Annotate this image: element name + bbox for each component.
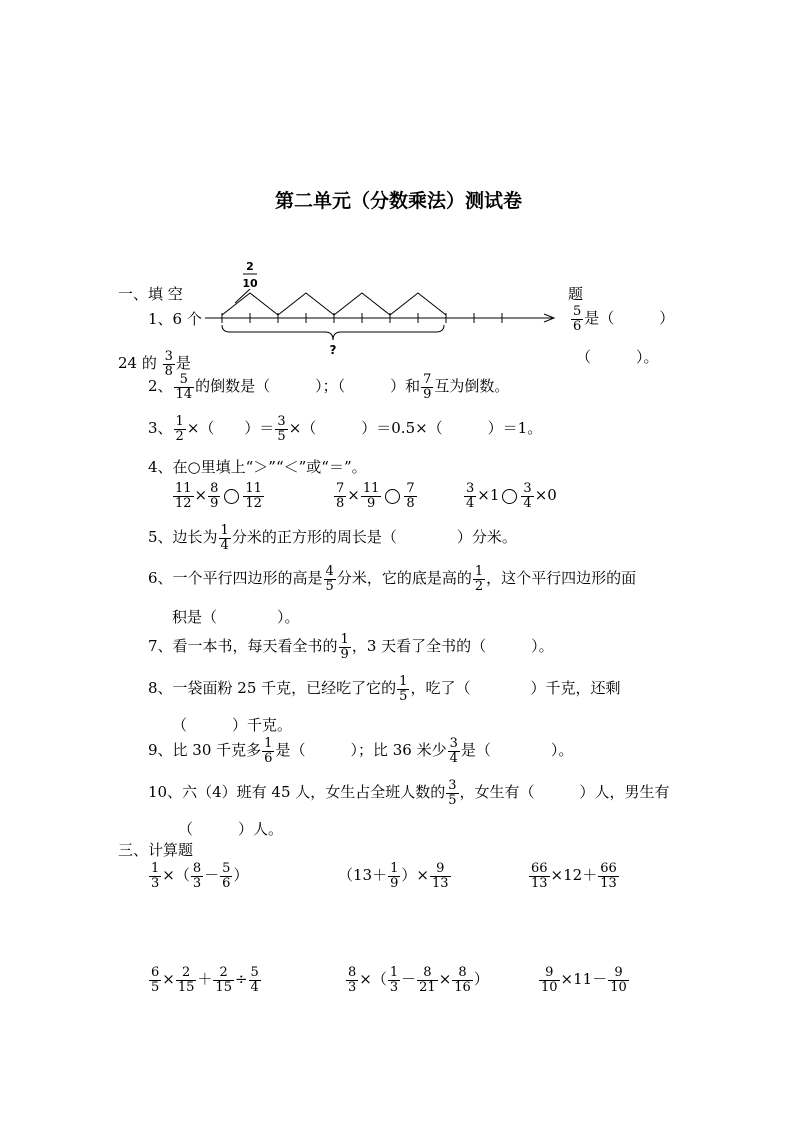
calc-6: $\frac{9}{10}$ ×11－ $\frac{9}{10}$: [541, 965, 627, 995]
q3-fraction-3-5: $\frac{3}{5}$: [277, 414, 286, 444]
q1-fraction-5-6: $\frac{5}{6}$: [573, 304, 582, 334]
q2-line: 2、 $\frac{5}{14}$ 的倒数是（ ）；（ ）和 $\frac{7}{9}$ 互为倒数。: [148, 372, 510, 402]
segment-arcs: [222, 293, 446, 315]
q9-fraction-3-4: $\frac{3}{4}$: [449, 736, 458, 766]
section-heading-tail: 题: [568, 285, 584, 303]
q7-fraction-1-9: $\frac{1}{9}$: [340, 632, 349, 662]
bottom-brace: [222, 325, 444, 340]
calc-5: $\frac{8}{3}$ ×（ $\frac{1}{3}$ － $\frac{8}{21}$ × $\frac{8}{16}$ ）: [348, 965, 489, 995]
q6-fraction-4-5: $\frac{4}{5}$: [325, 564, 334, 594]
q6-line2: 积是（ ）。: [172, 608, 300, 626]
q4-compare-3: $\frac{3}{4}$ ×1 $\frac{3}{4}$ ×0: [466, 481, 557, 511]
q10-line2: （ ）人。: [178, 820, 284, 838]
diagram-top-den: 10: [242, 277, 258, 290]
compare-circle[interactable]: [224, 489, 239, 504]
diagram-question-mark: ?: [329, 343, 337, 357]
section-calc-heading: 三、计算题: [118, 841, 194, 859]
q6-line: 6、一个平行四边形的高是 $\frac{4}{5}$ 分米，它的底是高的 $\frac{1}{2}$ ，这个平行四边形的面: [148, 564, 637, 594]
calc-2: （13＋ $\frac{1}{9}$ ）× $\frac{9}{13}$: [338, 861, 449, 891]
q1-blank-a: 是（ ）: [584, 309, 675, 328]
q1-fraction-3-8: $\frac{3}{8}$: [164, 349, 173, 379]
q6-fraction-1-2: $\frac{1}{2}$: [474, 564, 484, 594]
q10-fraction-3-5: $\frac{3}{5}$: [448, 778, 457, 808]
q9-fraction-1-6: $\frac{1}{6}$: [264, 736, 273, 766]
q5-fraction-1-4: $\frac{1}{4}$: [220, 523, 229, 553]
q1-blank-b: （ ）。: [576, 348, 659, 366]
diagram-top-num: 2: [246, 260, 254, 273]
q5-line: 5、边长为 $\frac{1}{4}$ 分米的正方形的周长是（ ）分米。: [148, 523, 517, 553]
section-fill-blank-heading: 一、填 空: [118, 285, 183, 303]
q1-prefix: 1、6 个: [148, 310, 202, 328]
q1-is: 是: [175, 354, 191, 373]
q3-fraction-1-2: $\frac{1}{2}$: [175, 414, 184, 444]
q4-compare-1: $\frac{11}{12}$ × $\frac{8}{9}$ $\frac{11}{12}$: [175, 481, 262, 511]
page-title: 第二单元（分数乘法）测试卷: [275, 190, 523, 212]
q10-line: 10、六（4）班有 45 人，女生占全班人数的 $\frac{3}{5}$ ，女生有（ ）人，男生有: [148, 778, 670, 808]
q9-line: 9、比 30 千克多 $\frac{1}{6}$ 是（ ）；比 36 米少 $\frac{3}{4}$ 是（ ）。: [148, 736, 574, 766]
q1-24-of: 24 的: [118, 354, 157, 373]
compare-circle[interactable]: [385, 489, 400, 504]
number-line-diagram: [200, 255, 565, 360]
calc-1: $\frac{1}{3}$ ×（ $\frac{8}{3}$ － $\frac{5}{6}$ ）: [151, 861, 249, 891]
q7-line: 7、看一本书，每天看全书的 $\frac{1}{9}$ ，3 天看了全书的（ ）。: [148, 632, 554, 662]
q1-right-block: [570, 305, 674, 333]
q2-fraction-5-14: $\frac{5}{14}$: [175, 372, 193, 402]
q3-line: 3、 $\frac{1}{2}$ ×（ ）＝ $\frac{3}{5}$ ×（ ）＝0.5×（ ）＝1。: [148, 414, 543, 444]
q4-compare-2: $\frac{7}{8}$ × $\frac{11}{9}$ $\frac{7}{8}$: [336, 481, 415, 511]
compare-circle[interactable]: [502, 489, 517, 504]
q8-line: 8、一袋面粉 25 千克，已经吃了它的 $\frac{1}{5}$ ，吃了（ ）千克，还剩: [148, 674, 621, 704]
q2-fraction-7-9: $\frac{7}{9}$: [423, 372, 432, 402]
calc-4: $\frac{6}{5}$ × $\frac{2}{15}$ ＋ $\frac{2}{15}$ ÷ $\frac{5}{4}$: [151, 965, 259, 995]
q4-instruction: 4、在○里填上“＞”“＜”或“＝”。: [148, 458, 367, 476]
q8-fraction-1-5: $\frac{1}{5}$: [399, 674, 408, 704]
q8-line2: （ ）千克。: [172, 716, 293, 734]
calc-3: $\frac{66}{13}$ ×12＋ $\frac{66}{13}$: [531, 861, 617, 891]
